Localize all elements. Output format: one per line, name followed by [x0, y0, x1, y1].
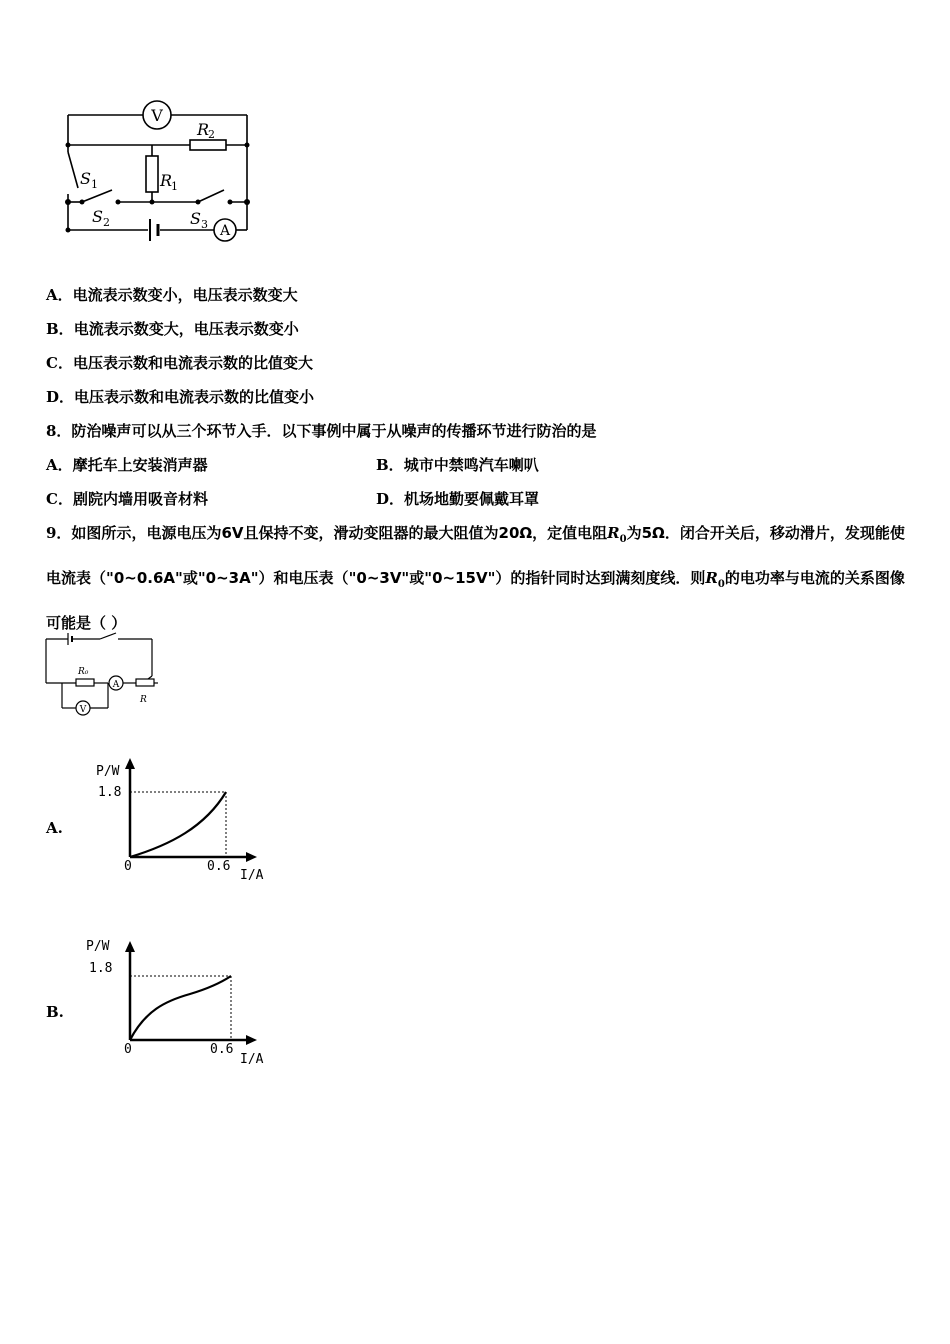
s3-sub: 3 — [201, 218, 208, 231]
rheostat-label: R — [140, 695, 147, 705]
graph-b[interactable] — [86, 936, 270, 1068]
q8-option-a[interactable]: A．摩托车上安装消声器 — [46, 456, 208, 474]
q8-stem: 8．防治噪声可以从三个环节入手．以下事例中属于从噪声的传播环节进行防治的是 — [46, 422, 597, 440]
s2-sub: 2 — [103, 216, 110, 229]
q9-circuit-diagram — [40, 628, 170, 720]
q7-option-d[interactable]: D．电压表示数和电流表示数的比值变小 — [46, 388, 315, 406]
graph-a-ymax: 1.8 — [98, 785, 122, 800]
voltmeter-label: V — [151, 106, 163, 125]
ammeter-label: A — [219, 223, 231, 239]
voltmeter-label: V — [79, 705, 87, 715]
q7-circuit-diagram — [40, 90, 270, 250]
s3-label: S — [190, 209, 201, 228]
graph-a-xlabel: I/A — [240, 868, 264, 883]
graph-b-ylabel: P/W — [86, 939, 110, 954]
graph-a[interactable] — [90, 757, 270, 887]
graph-b-origin: 0 — [124, 1042, 132, 1057]
r2-sub: 2 — [208, 128, 215, 141]
graph-b-letter[interactable]: B. — [46, 1003, 64, 1021]
q7-option-a[interactable]: A．电流表示数变小，电压表示数变大 — [46, 286, 298, 304]
ammeter-label: A — [112, 680, 120, 690]
graph-a-xmax: 0.6 — [207, 859, 231, 874]
s1-label: S — [80, 169, 91, 188]
s2-label: S — [92, 207, 103, 226]
r2-label: R — [197, 120, 210, 139]
r1-label: R — [160, 171, 173, 190]
s1-sub: 1 — [91, 178, 98, 191]
r1-sub: 1 — [171, 180, 178, 193]
graph-a-letter[interactable]: A. — [46, 819, 63, 837]
q7-option-b[interactable]: B．电流表示数变大，电压表示数变小 — [46, 320, 299, 338]
q8-option-b[interactable]: B．城市中禁鸣汽车喇叭 — [376, 456, 539, 474]
graph-b-xlabel: I/A — [240, 1052, 264, 1067]
q9-stem: 9．如图所示，电源电压为6V且保持不变，滑动变阻器的最大阻值为20Ω，定值电阻$R_0$为5Ω．闭合开关后，移动滑片，发现能使电流表（"0~0.6A"或"0~3A"）和电压表（"0~3V"或"0~15V"）的指针同时达到满刻度线．则$R_0$的电功率与电流的关系图像可能是（ ） — [46, 524, 905, 632]
graph-b-ymax: 1.8 — [89, 961, 113, 976]
graph-a-origin: 0 — [124, 859, 132, 874]
graph-a-ylabel: P/W — [96, 764, 120, 779]
q7-option-c[interactable]: C．电压表示数和电流表示数的比值变大 — [46, 354, 313, 372]
q8-option-d[interactable]: D．机场地勤要佩戴耳罩 — [376, 490, 540, 508]
q8-option-c[interactable]: C．剧院内墙用吸音材料 — [46, 490, 208, 508]
r0-label: R₀ — [78, 667, 89, 677]
graph-b-xmax: 0.6 — [210, 1042, 234, 1057]
